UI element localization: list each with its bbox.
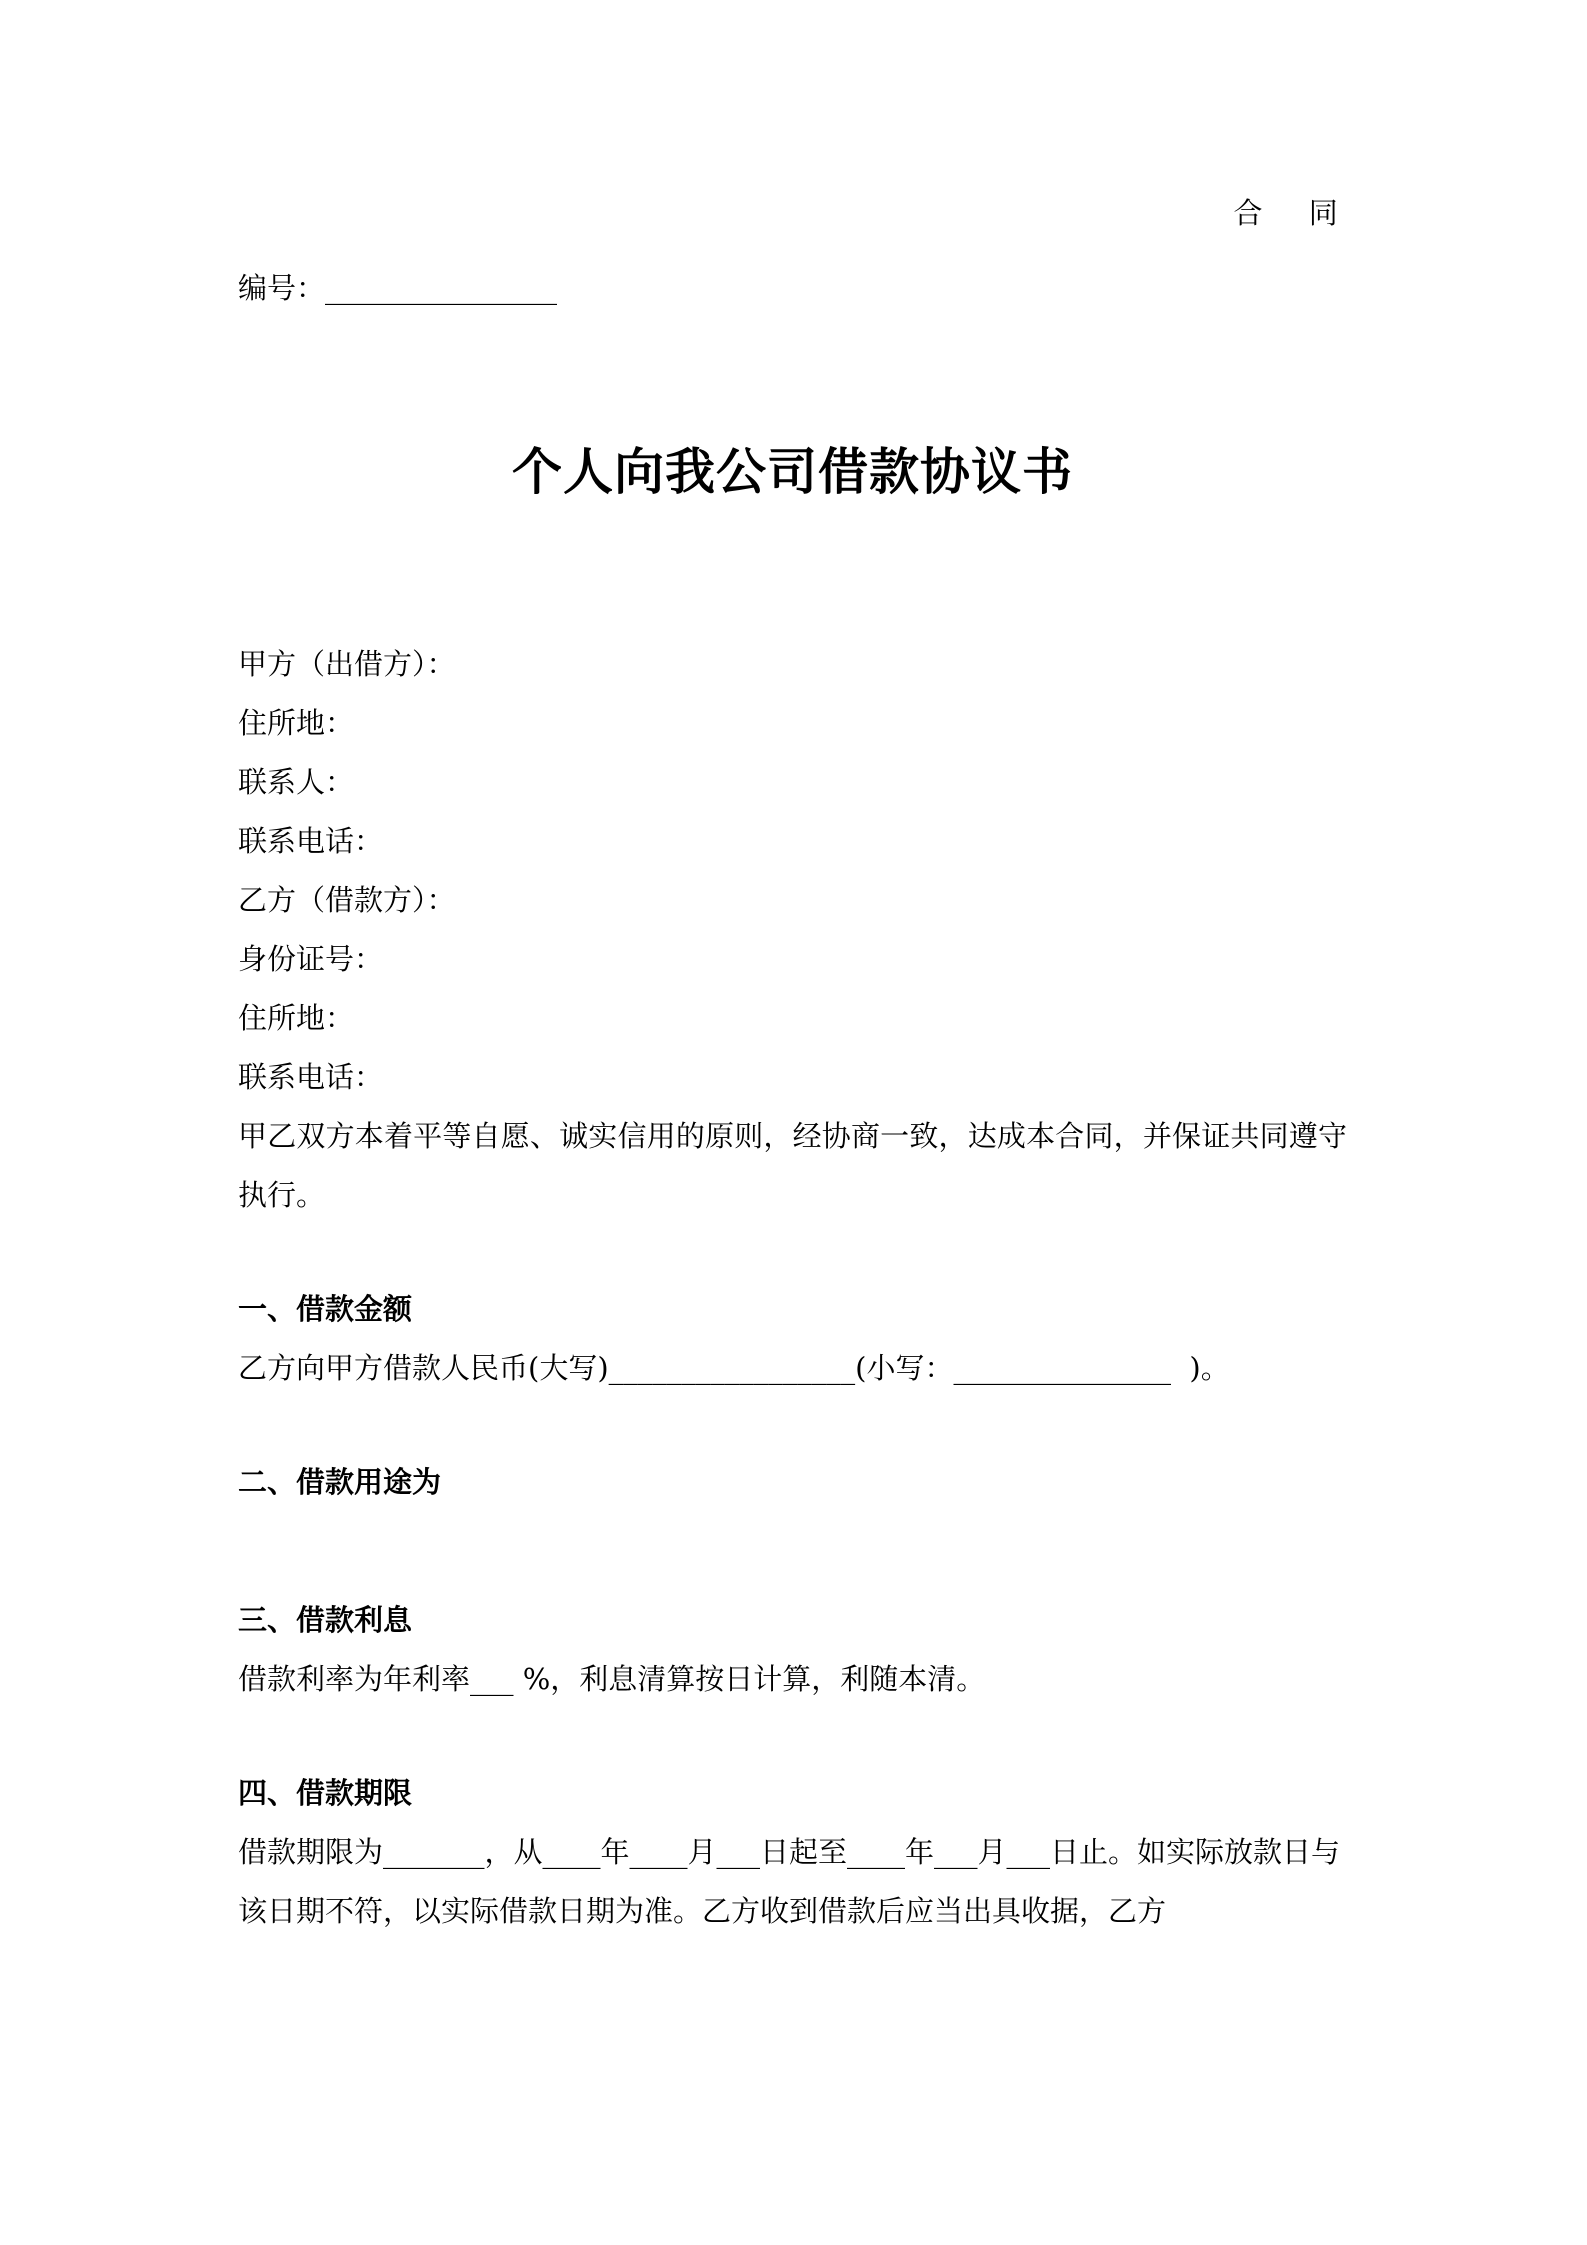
serial-number-blank: ________________ xyxy=(325,270,558,305)
party-b-block xyxy=(238,871,1347,1107)
section-heading-loan-term: 四、借款期限 xyxy=(238,1776,413,1811)
party-b-phone-line: 联系电话： xyxy=(238,1060,384,1095)
section-body-loan-term: 借款期限为_______，从____年____月___日起至____年___月___日止。如实际放款日与该日期不符，以实际借款日期为准。乙方收到借款后应当出具收据，乙方 xyxy=(238,1835,1341,1929)
party-b-address-line: 住所地： xyxy=(238,1001,355,1036)
parties-section xyxy=(238,635,1347,1107)
preamble-paragraph: 甲乙双方本着平等自愿、诚实信用的原则，经协商一致，达成本合同，并保证共同遵守执行。 xyxy=(238,1119,1347,1213)
contract-header-label: 合 同 xyxy=(1233,196,1347,230)
party-a-block xyxy=(238,635,1347,871)
section-heading-loan-purpose: 二、借款用途为 xyxy=(238,1465,442,1500)
page-title: 个人向我公司借款协议书 xyxy=(512,442,1073,502)
section-heading-loan-amount: 一、借款金额 xyxy=(238,1292,413,1327)
section-body-loan-amount: 乙方向甲方借款人民币(大写)_________________(小写：_______________ )。 xyxy=(238,1351,1230,1386)
party-a-address-line: 住所地： xyxy=(238,706,355,741)
party-b-name-line: 乙方（借款方）： xyxy=(238,883,456,918)
serial-number-row xyxy=(238,270,1347,306)
party-a-phone-line: 联系电话： xyxy=(238,824,384,859)
party-a-contact-line: 联系人： xyxy=(238,765,355,800)
section-heading-loan-interest: 三、借款利息 xyxy=(238,1603,413,1638)
spacer-after-loan-purpose xyxy=(238,1512,1347,1536)
party-b-id-line: 身份证号： xyxy=(238,942,384,977)
document-content-column xyxy=(238,0,1347,1941)
serial-number-label: 编号： xyxy=(238,270,326,305)
section-body-loan-interest: 借款利率为年利率___ %，利息清算按日计算，利随本清。 xyxy=(238,1662,986,1697)
party-a-name-line: 甲方（出借方）： xyxy=(238,647,456,682)
